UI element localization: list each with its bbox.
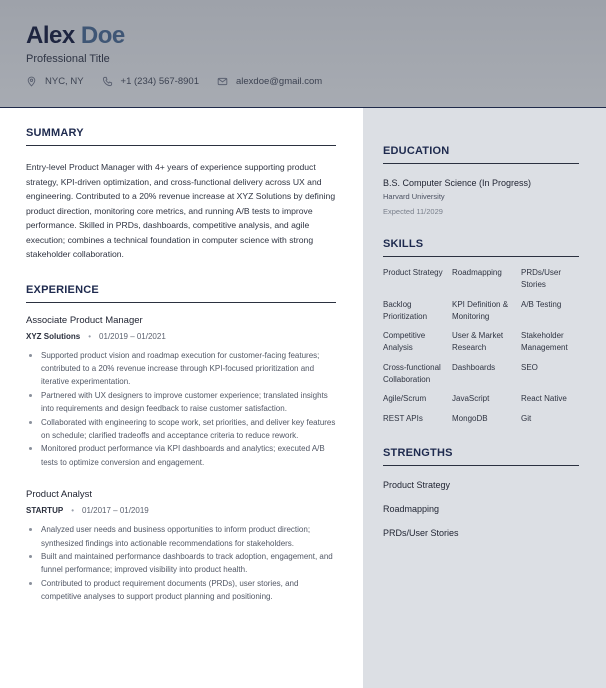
job-title: Associate Product Manager: [26, 314, 143, 326]
skill-item: Cross-functional Collaboration: [383, 362, 441, 385]
skill-item: Competitive Analysis: [383, 331, 426, 353]
contact-info: [26, 76, 340, 87]
job-bullet: Analyzed user needs and business opportunities to inform product direction; synthesized findings into actionable recommendations for stakeholders.: [26, 523, 336, 550]
skills-heading: SKILLS: [383, 238, 579, 257]
job-bullets: [26, 349, 336, 470]
separator-dot: •: [88, 331, 92, 341]
resume-header: [0, 0, 606, 108]
skill-item: MongoDB: [452, 413, 488, 423]
education-heading: EDUCATION: [383, 145, 579, 164]
skill-item: React Native: [521, 394, 567, 404]
strength-item: Product Strategy: [383, 479, 451, 490]
skills-section: [383, 238, 579, 425]
summary-text: Entry-level Product Manager with 4+ years of experience supporting product strategy, KPI-driven optimization, and cross-functional delivery across UX and engineering. Contributed to a 20% revenue increase at XYZ Solutions by defining product direction, monitoring core metrics, and running A/B tests to improve performance. Skilled in PRDs, dashboards, competitive analysis, and agile execution; combines a technical foundation in computer science with strong stakeholder collaboration.: [26, 162, 336, 259]
location-pin-icon: [26, 76, 37, 87]
strength-item: Roadmapping: [383, 503, 440, 514]
job-bullet: Monitored product performance via KPI dashboards and analytics; executed A/B tests to optimize conversion and engagement.: [26, 442, 336, 469]
education-degree: B.S. Computer Science (In Progress): [383, 178, 532, 188]
phone-icon: [102, 76, 113, 87]
skill-item: Roadmapping: [452, 268, 502, 277]
job-company: STARTUP: [26, 506, 64, 516]
skill-item: Dashboards: [452, 362, 496, 372]
sidebar-column: [383, 108, 579, 538]
skill-item: SEO: [521, 362, 538, 372]
separator-dot: •: [71, 506, 74, 516]
email-text: alexdoe@gmail.com: [235, 76, 323, 87]
candidate-name: [26, 22, 125, 50]
job-bullet: Supported product vision and roadmap execution for customer-facing features; contributed to a 20% revenue increase through KPI-focused prioritization and iterative experimentation.: [26, 349, 336, 389]
job-meta: [26, 332, 336, 341]
skill-item: A/B Testing: [521, 299, 562, 309]
job-company: XYZ Solutions: [26, 331, 81, 341]
summary-heading: SUMMARY: [26, 127, 336, 146]
skill-item: PRDs/User Stories: [521, 268, 562, 290]
experience-section: [26, 284, 336, 604]
skill-item: Backlog Prioritization: [383, 299, 428, 321]
skill-item: Stakeholder Management: [521, 331, 568, 353]
skill-item: Agile/Scrum: [383, 394, 427, 404]
location-text: NYC, NY: [45, 76, 84, 87]
first-name: Alex: [26, 22, 75, 49]
skill-item: REST APIs: [383, 413, 423, 423]
job-entry: [26, 489, 336, 603]
contact-email[interactable]: [217, 76, 322, 87]
strengths-section: [383, 447, 579, 538]
envelope-icon: [217, 76, 228, 87]
education-school: Harvard University: [383, 192, 445, 201]
job-bullet: Collaborated with engineering to scope work, set priorities, and deliver key features on schedule; clarified tradeoffs and acceptance criteria to reduce rework.: [26, 416, 336, 443]
skill-item: JavaScript: [452, 394, 490, 404]
professional-title: Professional Title: [26, 53, 110, 65]
education-expected: Expected 11/2029: [383, 207, 443, 216]
job-bullet: Partnered with UX designers to improve customer experience; translated insights into requirements and design feedback to raise customer satisfaction.: [26, 389, 336, 416]
experience-heading: EXPERIENCE: [26, 284, 336, 303]
job-bullet: Contributed to product requirement documents (PRDs), user stories, and competitive analyses to support product planning and positioning.: [26, 577, 336, 604]
job-meta: [26, 506, 336, 515]
skill-item: KPI Definition & Monitoring: [452, 299, 509, 321]
summary-section: [26, 127, 336, 262]
skill-item: Git: [521, 413, 532, 423]
job-bullets: [26, 523, 336, 603]
job-bullet: Built and maintained performance dashboards to track adoption, engagement, and funnel performance; improved visibility into product health.: [26, 550, 336, 577]
skill-item: User & Market Research: [452, 331, 504, 353]
job-title: Product Analyst: [26, 489, 93, 501]
contact-phone[interactable]: [102, 76, 199, 87]
job-entry: [26, 315, 336, 470]
main-column: [26, 108, 336, 604]
skills-grid: [383, 267, 579, 425]
phone-text: +1 (234) 567-8901: [120, 76, 199, 87]
strength-item: PRDs/User Stories: [383, 527, 459, 538]
skill-item: Product Strategy: [383, 268, 443, 277]
strengths-heading: STRENGTHS: [383, 447, 579, 466]
education-section: [383, 145, 579, 216]
job-dates: 01/2019 – 01/2021: [99, 331, 166, 341]
last-name: Doe: [80, 22, 125, 49]
contact-location: [26, 76, 84, 87]
job-dates: 01/2017 – 01/2019: [82, 506, 149, 516]
